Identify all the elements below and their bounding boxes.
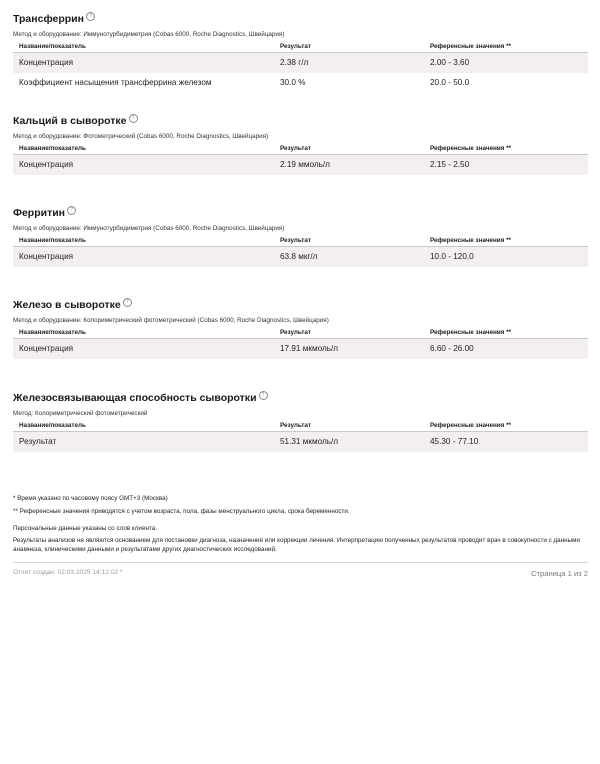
- table-row: [13, 339, 588, 359]
- section-title: Кальций в сыворотке ?: [13, 114, 588, 128]
- col-name-header: Название/показатель: [19, 329, 86, 336]
- time-note: * Время указано по часовому поясу GMT+3 (Москва): [13, 495, 168, 502]
- col-name-header: Название/показатель: [19, 422, 86, 429]
- table-header: [13, 328, 588, 339]
- table-header: [13, 42, 588, 53]
- row-reference: 45.30 - 77.10: [430, 437, 479, 446]
- row-reference: 2.15 - 2.50: [430, 160, 470, 169]
- table-row: [13, 53, 588, 73]
- section-transferrin: [13, 12, 588, 93]
- section-title: Железосвязывающая способность сыворотки ?: [13, 391, 588, 405]
- col-reference-header: Референсные значения **: [430, 43, 511, 50]
- table-header: [13, 421, 588, 432]
- method-text: Метод и оборудование: Колориметрический фотометрический (Cobas 6000, Roche Diagnostics, Швейцария): [13, 317, 329, 324]
- section-title: Ферритин ?: [13, 206, 588, 220]
- row-reference: 20.0 - 50.0: [430, 78, 470, 87]
- row-name: Концентрация: [19, 58, 74, 67]
- reference-note: ** Референсные значения приводятся с учетом возраста, пола, фазы менструального цикла, срока беременности.: [13, 508, 350, 515]
- table-row: [13, 155, 588, 175]
- table-row: [13, 73, 588, 93]
- row-result: 2.19 ммоль/л: [280, 160, 330, 169]
- info-icon[interactable]: ?: [259, 391, 268, 400]
- col-name-header: Название/показатель: [19, 43, 86, 50]
- info-icon[interactable]: ?: [129, 114, 138, 123]
- col-result-header: Результат: [280, 329, 311, 336]
- col-reference-header: Референсные значения **: [430, 329, 511, 336]
- info-icon[interactable]: ?: [67, 206, 76, 215]
- personal-data-note: Персональные данные указаны со слов клиента.: [13, 525, 157, 532]
- section-serum-iron: [13, 298, 588, 359]
- row-result: 63.8 мкг/л: [280, 252, 318, 261]
- table-row: [13, 432, 588, 452]
- col-reference-header: Референсные значения **: [430, 145, 511, 152]
- report-created: Отчет создан: 02.03.2025 14:12:02 *: [13, 569, 123, 576]
- col-reference-header: Референсные значения **: [430, 237, 511, 244]
- disclaimer-note: Результаты анализов не являются основанием для постановки диагноза, назначения или коррекции лечения. Интерпретацию полученных результатов проводит врач в совокупности с данными анамнеза, клиническими данными и результатами других диагностических исследований.: [13, 537, 581, 553]
- page-number: Страница 1 из 2: [531, 569, 588, 578]
- method-text: Метод и оборудование: Фотометрический (Cobas 6000, Roche Diagnostics, Швейцария): [13, 133, 269, 140]
- table-header: [13, 236, 588, 247]
- row-reference: 6.60 - 26.00: [430, 344, 474, 353]
- row-reference: 2.00 - 3.60: [430, 58, 470, 67]
- col-name-header: Название/показатель: [19, 145, 86, 152]
- row-name: Концентрация: [19, 252, 74, 261]
- row-result: 2.38 г/л: [280, 58, 309, 67]
- table-header: [13, 144, 588, 155]
- section-iron-binding-capacity: [13, 391, 588, 452]
- row-name: Концентрация: [19, 344, 74, 353]
- col-result-header: Результат: [280, 237, 311, 244]
- col-result-header: Результат: [280, 43, 311, 50]
- row-result: 51.31 мкмоль/л: [280, 437, 339, 446]
- row-name: Результат: [19, 437, 57, 446]
- row-reference: 10.0 - 120.0: [430, 252, 474, 261]
- info-icon[interactable]: ?: [86, 12, 95, 21]
- col-result-header: Результат: [280, 422, 311, 429]
- method-text: Метод и оборудование: Иммунотурбидиметрия (Cobas 6000, Roche Diagnostics, Швейцария): [13, 31, 285, 38]
- row-result: 30.0 %: [280, 78, 306, 87]
- method-text: Метод: Колориметрический фотометрический: [13, 410, 148, 417]
- row-name: Коэффициент насыщения трансферрина железом: [19, 78, 212, 87]
- footer-divider: [13, 562, 588, 563]
- section-title: Трансферрин ?: [13, 12, 588, 26]
- col-reference-header: Референсные значения **: [430, 422, 511, 429]
- row-name: Концентрация: [19, 160, 74, 169]
- row-result: 17.91 мкмоль/л: [280, 344, 339, 353]
- method-text: Метод и оборудование: Иммунотурбидиметрия (Cobas 6000, Roche Diagnostics, Швейцария): [13, 225, 285, 232]
- section-calcium: [13, 114, 588, 175]
- table-row: [13, 247, 588, 267]
- col-name-header: Название/показатель: [19, 237, 86, 244]
- section-title: Железо в сыворотке ?: [13, 298, 588, 312]
- col-result-header: Результат: [280, 145, 311, 152]
- info-icon[interactable]: ?: [123, 298, 132, 307]
- section-ferritin: [13, 206, 588, 267]
